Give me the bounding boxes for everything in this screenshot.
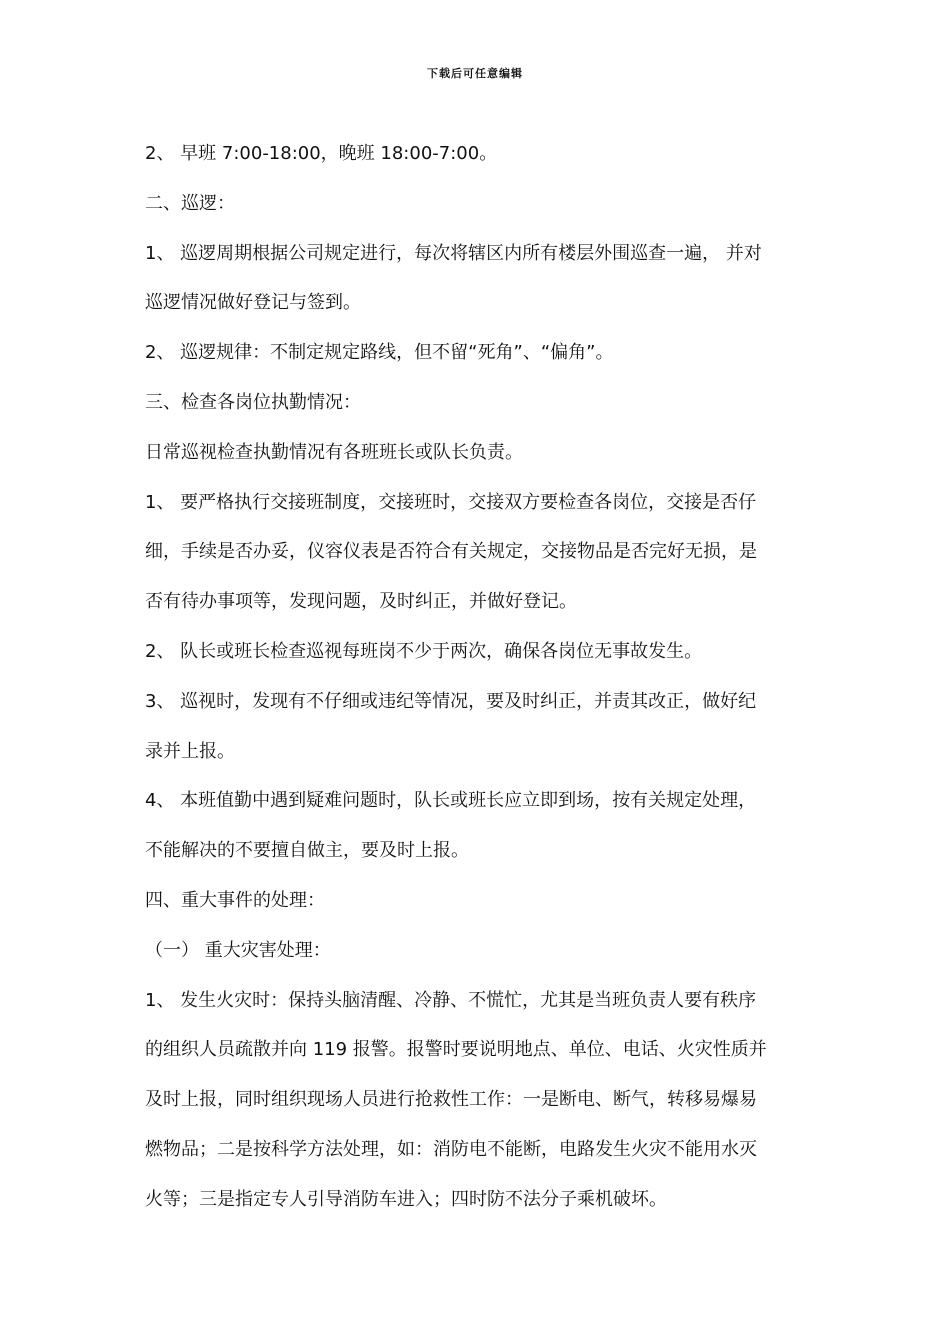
text-line: 录并上报。 xyxy=(145,740,235,762)
text-line: 日常巡视检查执勤情况有各班班长或队长负责。 xyxy=(145,441,523,463)
text-line: 巡逻情况做好登记与签到。 xyxy=(145,292,361,314)
subsection-heading: （一） 重大灾害处理： xyxy=(145,939,331,961)
text-line: 4、 本班值勤中遇到疑难问题时，队长或班长应立即到场，按有关规定处理， xyxy=(145,790,757,812)
text-line: 燃物品；二是按科学方法处理，如：消防电不能断，电路发生火灾不能用水灭 xyxy=(145,1138,757,1160)
document-body xyxy=(145,129,810,1225)
text-line: 1、 巡逻周期根据公司规定进行，每次将辖区内所有楼层外围巡查一遍， 并对 xyxy=(145,242,762,264)
text-line: 2、 巡逻规律：不制定规定路线，但不留“死角”、“偏角”。 xyxy=(145,342,614,364)
text-line: 火等；三是指定专人引导消防车进入；四时防不法分子乘机破坏。 xyxy=(145,1188,667,1210)
page-header: 下载后可任意编辑 xyxy=(427,67,523,80)
text-line: 1、 要严格执行交接班制度，交接班时，交接双方要检查各岗位，交接是否仔 xyxy=(145,491,757,513)
text-line: 2、 队长或班长检查巡视每班岗不少于两次，确保各岗位无事故发生。 xyxy=(145,640,703,662)
text-line: 否有待办事项等，发现问题，及时纠正，并做好登记。 xyxy=(145,591,577,613)
text-line: 1、 发生火灾时：保持头脑清醒、冷静、不慌忙，尤其是当班负责人要有秩序 xyxy=(145,989,757,1011)
text-line: 细，手续是否办妥，仪容仪表是否符合有关规定，交接物品是否完好无损，是 xyxy=(145,541,757,563)
text-line: 2、 早班 7:00-18:00，晚班 18:00-7:00。 xyxy=(145,143,498,164)
text-line: 3、 巡视时，发现有不仔细或违纪等情况，要及时纠正，并责其改正，做好纪 xyxy=(145,690,757,712)
text-line: 的组织人员疏散并向 119 报警。报警时要说明地点、单位、电话、火灾性质并 xyxy=(145,1039,767,1061)
section-heading: 三、检查各岗位执勤情况： xyxy=(145,391,361,413)
text-line: 不能解决的不要擅自做主，要及时上报。 xyxy=(145,840,469,862)
section-heading: 二、巡逻： xyxy=(145,192,235,214)
text-line: 及时上报，同时组织现场人员进行抢救性工作：一是断电、断气，转移易爆易 xyxy=(145,1089,757,1111)
section-heading: 四、重大事件的处理： xyxy=(145,889,325,911)
